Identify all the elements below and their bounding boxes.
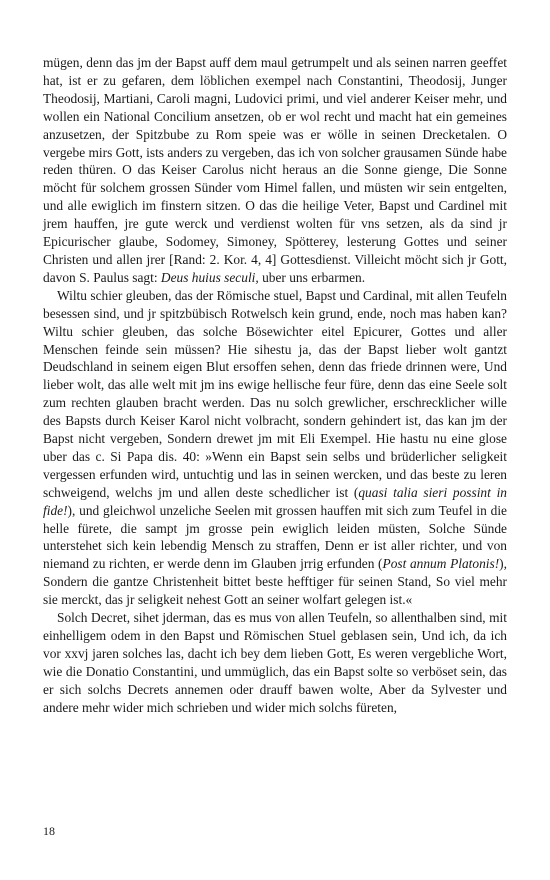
paragraph-2 xyxy=(43,287,507,609)
text-segment: uber uns erbarmen. xyxy=(258,269,366,285)
body-text xyxy=(43,54,507,717)
paragraph-1 xyxy=(43,54,507,287)
italic-segment: Deus huius seculi, xyxy=(160,269,259,285)
text-segment: ), und gleichwol unzeliche Seelen mit grossen hauffen mit sich zum Teufel in die helle fürete, die sampt jm grosse pein ewiglich leiden müsten, Solche Sünde unterstehet sich kein lebendig Mensch zu straffen, Denn er ist aller richter, und von niemand zu richten, er werde denn im Glauben jrrig erfunden ( xyxy=(43,502,507,572)
text-segment: ), Sondern die gantze Christenheit bittet beste hefftiger für seinen Stand, So viel mehr sie merckt, das jr seligkeit nehest Gott an seiner wolfart gelegen ist.« xyxy=(43,556,507,608)
page-number: 18 xyxy=(43,824,55,838)
italic-segment: quasi talia sieri possint in fide! xyxy=(43,484,507,518)
text-segment: mügen, denn das jm der Bapst auff dem maul getrumpelt und als seinen narren geeffet hat, ist er zu gefaren, dem löblichen exempel nach Constantini, Theodosij, Junger Theodosij, Martiani, Caroli magni, Ludovici primi, und viel anderer Keiser mehr, und wollen ein National Concilium ansetzen, ob er wol recht und macht hat ein gemeines anzusetzen, der Spitzbube zu Rom speie was er wölle in seinen Drecketalen. O vergebe mirs Gott, ists anders zu vergeben, das ich von solcher grausamen Sünde habe reden thüren. O das Keiser Carolus nicht heraus an die Sonne gienge, Die Sonne möcht für solchem grossen Sünder vom Himel fallen, und müsten wir sein entgelten, und alle ewiglich im finstern sitzen. O das die heilige Veter, Bapst und Cardinel mit jrem hauffen, jre gute werck und verdienst wolten für vns setzen, als da sind jr Epicurischer glaube, Sodomey, Simoney, Spötterey, lesterung Gottes und seiner Christen und allen jrer [Rand: 2. Kor. 4, 4] Gottesdienst. Villeicht möcht sich jr Gott, davon S. Paulus sagt: xyxy=(43,55,507,285)
paragraph-3 xyxy=(43,609,507,716)
italic-segment: Post annum Platonis! xyxy=(382,556,500,572)
text-segment: Solch Decret, sihet jderman, das es mus von allen Teufeln, so allenthalben sind, mit einhelligem odem in den Bapst und Römischen Stuel geblasen sein, Und ich, da ich vor xxvj jaren solches las, dacht ich bey dem lieben Gott, Es weren vergebliche Wort, wie die Donatio Constantini, und ummüglich, das ein Bapst solte so verböset sein, das er sich solchs Decrets annemen oder drauff bawen wolte, Aber da Sylvester und andere mehr wider mich schrieben und wider mich solchs füreten, xyxy=(43,610,507,715)
text-segment: Wiltu schier gleuben, das der Römische stuel, Bapst und Cardinal, mit allen Teufeln besessen sind, und jr spitzbübisch Rotwelsch kein grund, ende, noch mas haben kan? Wiltu schier gleuben, das solche Bösewichter eitel Epicurer, Gottes und aller Menschen feinde sein müssen? Hie sihestu ja, das der Bapst lieber wolt gantzt Deudschland in seinem eigen Blut ersoffen sehen, denn das friede drinnen were, Und lieber wolt, das alle welt mit jm ins ewige hellische feur füre, denn das eine Seele solt zum rechten glauben bracht werden. Das nu solch grewlicher, erschrecklicher wille des Bapsts durch Keiser Karol nicht volbracht, sondern gehindert ist, das kan jm der Bapst nicht vergeben, Sondern drewet jm mit Eli Exempel. Hie hastu nu eine glose uber das c. Si Papa dis. 40: »Wenn ein Bapst sein selbs und brüderlicher seligkeit vergessen erfunden wird, untuchtig und las in seinen wercken, und das beste zu leren schweigend, welchs jm und allen deste schedlicher ist ( xyxy=(43,287,507,500)
